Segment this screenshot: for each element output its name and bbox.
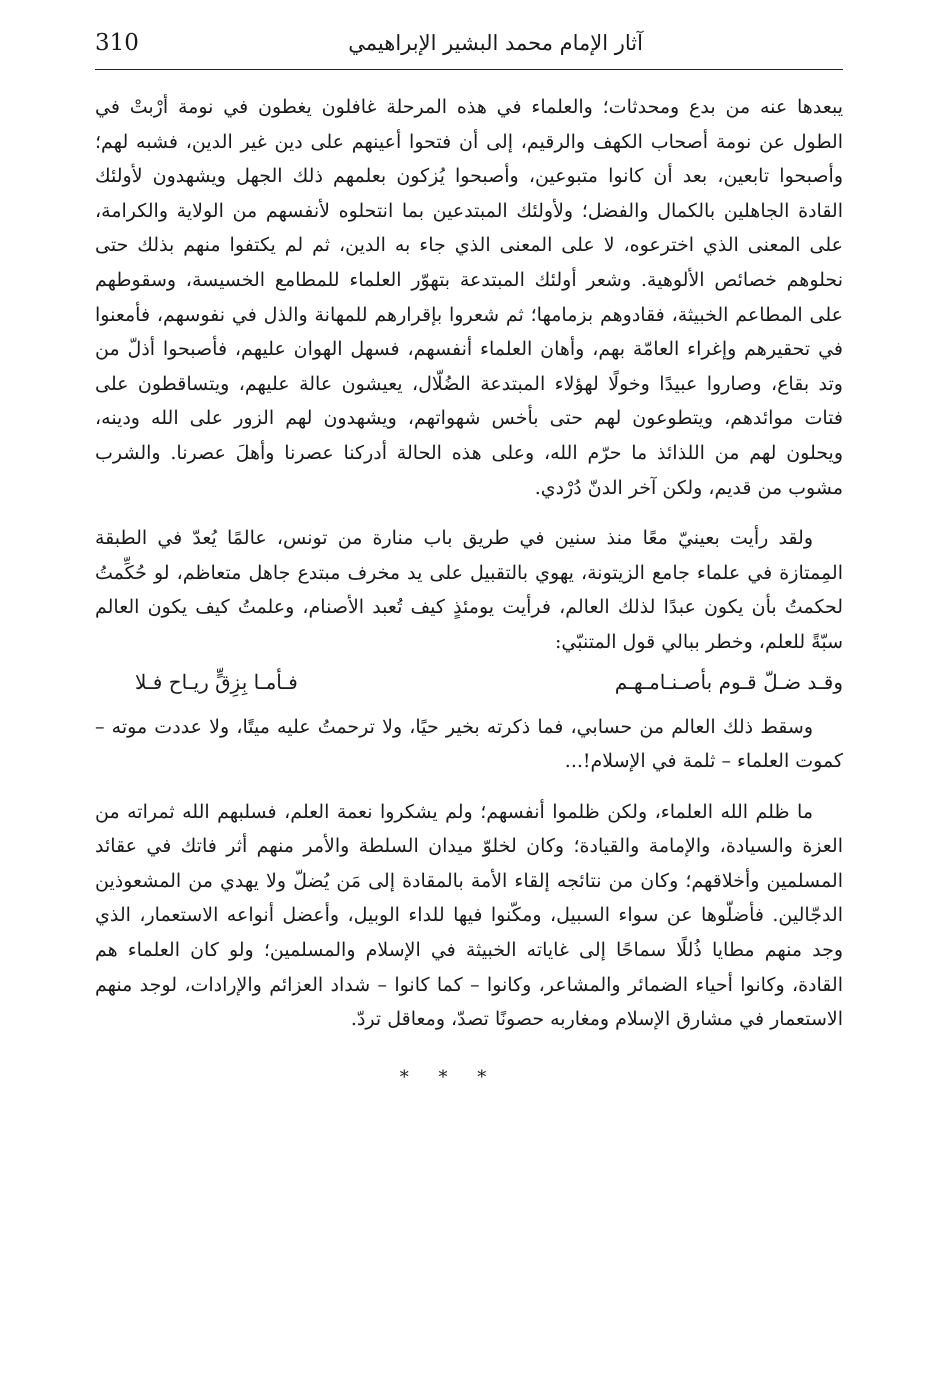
body-text bbox=[95, 90, 843, 1088]
running-header bbox=[95, 25, 843, 70]
paragraph-3: وسقط ذلك العالم من حسابي، فما ذكرته بخير حيًا، ولا ترحمتُ عليه ميتًا، ولا عددت موته – كموت العلماء – ثلمة في الإسلام!... bbox=[95, 715, 843, 773]
paragraph-2: ولقد رأيت بعينيّ معًا منذ سنين في طريق باب منارة من تونس، عالمًا يُعدّ في الطبقة المِمتازة في علماء جامع الزيتونة، يهوي بالتقبيل على يد مخرف مبتدع جاهل متعاظم، لو حُكِّمتُ لحكمتُ بأن يكون عبدًا لذلك العالم، فرأيت يومئذٍ كيف تُعبد الأصنام، وعلمتُ كيف يكون العالم سبّةً للعلم، وخطر ببالي قول المتنبّي: bbox=[95, 527, 843, 653]
paragraph-1: يبعدها عنه من بدع ومحدثات؛ والعلماء في هذه المرحلة غافلون يغطون في نومة أرْبتْ في الطول عن نومة أصحاب الكهف والرقيم، إلى أن فتحوا أعينهم على دين غير الدين، فشبه لهم؛ وأصبحوا تابعين، بعد أن كانوا متبوعين، وأصبحوا يُزكون بعلمهم ذلك الجهل ويشهدون لأولئك القادة الجاهلين بالكمال والفضل؛ ولأولئك المبتدعين بما انتحلوه لأنفسهم من الولاية والكرامة، على المعنى الذي اخترعوه، لا على المعنى الذي جاء به الدين، ثم لم يكتفوا منهم بذلك حتى نحلوهم خصائص الألوهية. وشعر أولئك المبتدعة بتهوّر العلماء للمطامع الخسيسة، وسقوطهم على المطاعم الخبيثة، فقادوهم بزمامها؛ ثم شعروا بإقرارهم للمهانة والذل في نفوسهم، فأمعنوا في تحقيرهم وإغراء العامّة بهم، وأهان العلماء أنفسهم، فسهل الهوان عليهم، فأصبحوا أذلّ من وتد بقاع، وصاروا عبيدًا وخولًا لهؤلاء المبتدعة الضُلّال، يعيشون عالة عليهم، ويتساقطون على فتات موائدهم، ويتطوعون لهم حتى بأخس شهواتهم، ويشهدون لهم الزور على الله ودينه، ويحلون لهم من اللذائذ ما حرّم الله، وعلى هذه الحالة أدركنا عصرنا وأهلَ عصرنا. والشرب مشوب من قديم، ولكن آخر الدنّ دُرْدي. bbox=[95, 96, 843, 499]
running-title: آثار الإمام محمد البشير الإبراهيمي bbox=[348, 31, 643, 55]
book-page bbox=[95, 25, 843, 1345]
verse-first-hemistich: وقـد ضـلّ قـوم بأصـنـامـهـم bbox=[614, 669, 843, 694]
section-separator: * * * bbox=[399, 1066, 499, 1088]
page-number: 310 bbox=[95, 30, 139, 56]
verse-second-hemistich: فـأمـا بِزِقٍّ ريـاح فـلا bbox=[135, 669, 298, 694]
paragraph-4: ما ظلم الله العلماء، ولكن ظلموا أنفسهم؛ ولم يشكروا نعمة العلم، فسلبهم الله ثمراته من العزة والسيادة، والإمامة والقيادة؛ وكان لخلوّ ميدان السلطة والأمر منهم أثر فاتك في عقائد المسلمين وأخلاقهم؛ وكان من نتائجه إلقاء الأمة بالمقادة إلى مَن يُضلّ ولا يهدي من المشعوذين الدجّالين. فأضلّوها عن سواء السبيل، ومكّنوا فيها للداء الوبيل، وأعضل أنواعه الاستعمار، الذي وجد منهم مطايا ذُللًا سماحًا إلى غاياته الخبيثة في الإسلام والمسلمين؛ ولو كان العلماء هم القادة، وكانوا أحياء الضمائر والمشاعر، وكانوا – كما كانوا – شداد العزائم والإرادات، لوجد منهم الاستعمار في مشارق الإسلام ومغاربه حصونًا تصدّ، ومعاقل تردّ. bbox=[95, 800, 843, 1031]
verse-line bbox=[95, 662, 843, 708]
